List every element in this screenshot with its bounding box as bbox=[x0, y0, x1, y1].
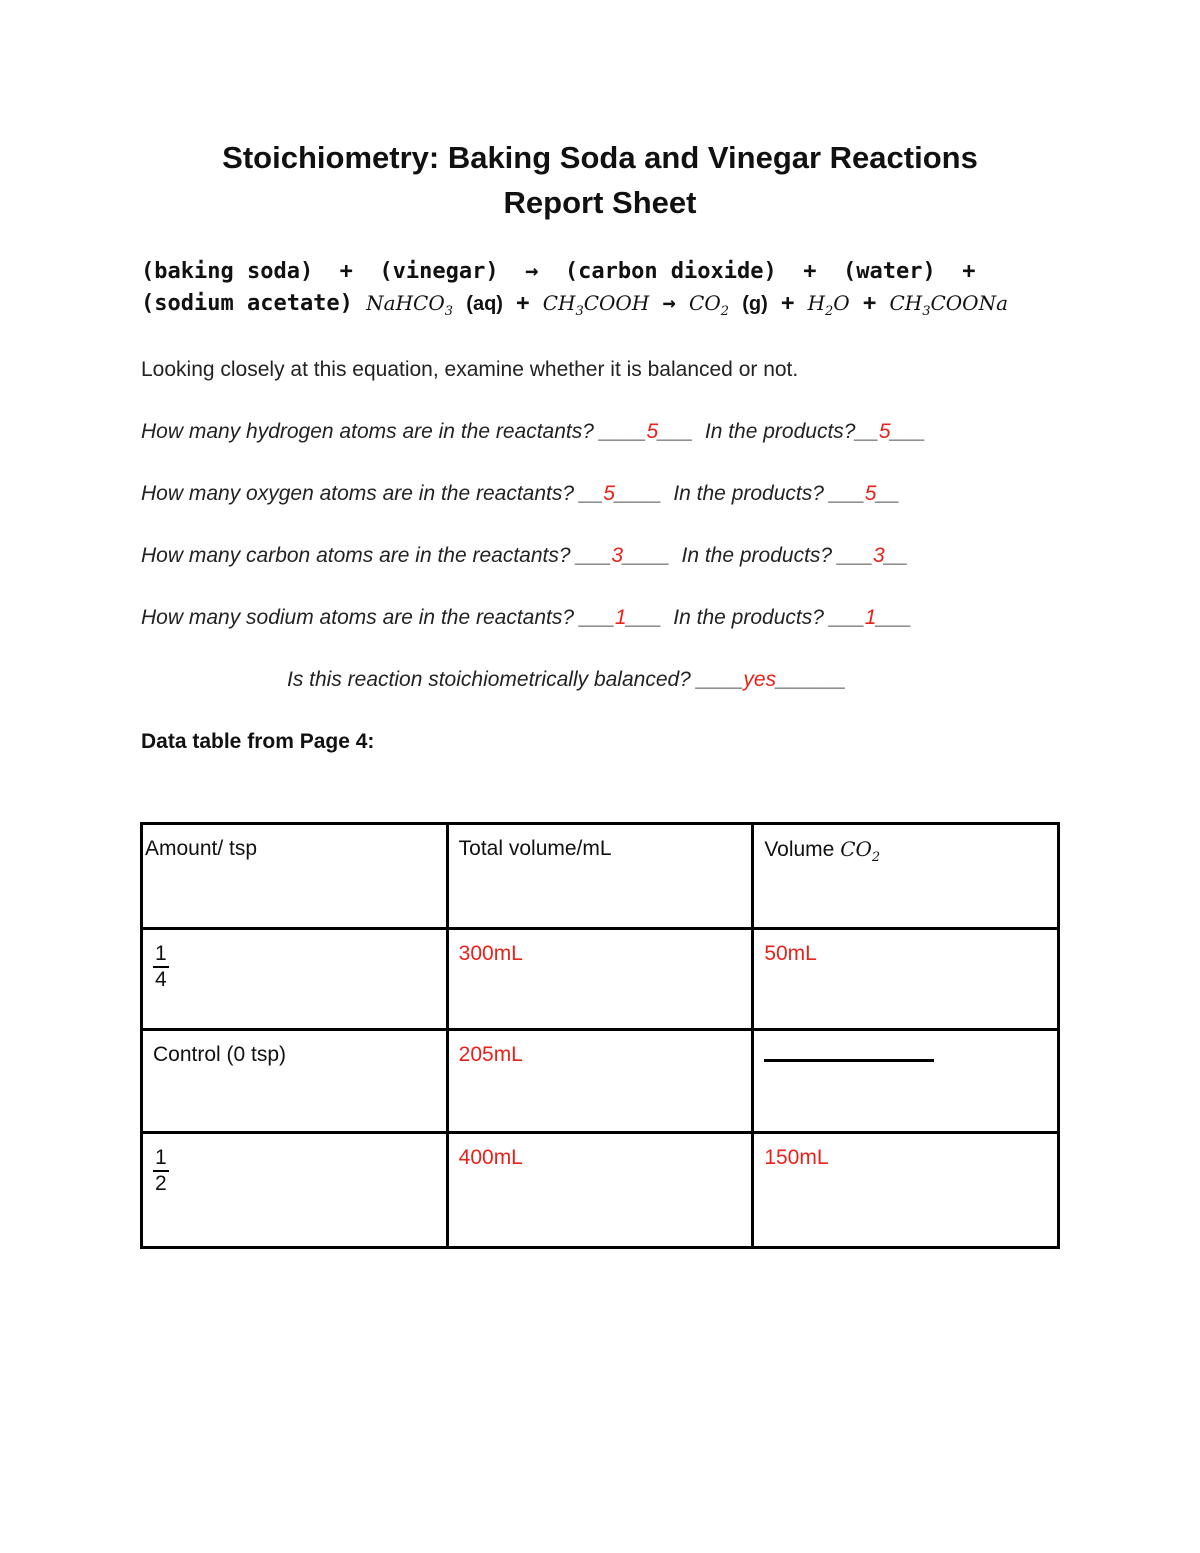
formula-part: COOH bbox=[583, 291, 650, 315]
word-equation-line2: (sodium acetate) bbox=[141, 291, 353, 316]
formula-part: H bbox=[807, 291, 826, 315]
word-equation-line1: (baking soda) + (vinegar) → (carbon dioxide) + (water) + bbox=[141, 259, 976, 284]
cell-amount bbox=[142, 1133, 448, 1248]
fraction bbox=[153, 1146, 169, 1196]
cell-total-volume[interactable]: 300mL bbox=[447, 929, 753, 1030]
table-header-row bbox=[142, 824, 1059, 929]
question-sodium bbox=[141, 606, 912, 630]
plus-sign: + bbox=[781, 291, 795, 316]
question-text: ___ In the products?__ bbox=[658, 420, 879, 443]
question-text: How many carbon atoms are in the reactants? ___ bbox=[141, 544, 612, 567]
question-text: ___ In the products? ___ bbox=[626, 606, 865, 629]
cell-total-volume[interactable]: 400mL bbox=[447, 1133, 753, 1248]
formula-h2o bbox=[807, 291, 850, 319]
question-hydrogen bbox=[141, 420, 926, 444]
cell-volume-co2[interactable]: 50mL bbox=[753, 929, 1059, 1030]
table-row bbox=[142, 1133, 1059, 1248]
blank-line: ___ bbox=[876, 606, 912, 629]
cell-amount bbox=[142, 929, 448, 1030]
arrow-sign: → bbox=[662, 291, 676, 316]
question-text: How many sodium atoms are in the reactants? ___ bbox=[141, 606, 615, 629]
answer-reactants[interactable]: 5 bbox=[603, 482, 615, 505]
header-amount: Amount/ tsp bbox=[142, 824, 448, 929]
blank-line: ___ bbox=[890, 420, 926, 443]
formula-part: CH bbox=[542, 291, 576, 315]
question-carbon bbox=[141, 544, 908, 568]
answer-balanced[interactable]: yes bbox=[743, 668, 777, 691]
cell-volume-co2 bbox=[753, 1030, 1059, 1133]
plus-sign: + bbox=[862, 291, 877, 316]
state-g: (g) bbox=[742, 293, 768, 315]
table-row bbox=[142, 929, 1059, 1030]
formula-ch3coona bbox=[889, 291, 1009, 319]
header-text: Volume bbox=[764, 838, 841, 861]
blank-line: __ bbox=[884, 544, 909, 567]
formula-subscript: 3 bbox=[444, 304, 454, 319]
formula-part: CH bbox=[889, 291, 923, 315]
formula-part: CO bbox=[689, 291, 721, 315]
state-aq: (aq) bbox=[466, 293, 503, 315]
question-oxygen bbox=[141, 482, 900, 506]
formula-subscript: 2 bbox=[720, 304, 730, 319]
fraction-denominator: 4 bbox=[155, 968, 167, 991]
formula-subscript: 3 bbox=[922, 304, 931, 319]
fraction-numerator: 1 bbox=[153, 1146, 169, 1172]
formula-part: O bbox=[833, 291, 850, 315]
question-text: ____ In the products? ___ bbox=[614, 482, 865, 505]
fraction-denominator: 2 bbox=[155, 1172, 167, 1195]
question-text: How many oxygen atoms are in the reactants? __ bbox=[141, 482, 604, 505]
answer-products[interactable]: 5 bbox=[864, 482, 877, 505]
formula-subscript: 2 bbox=[871, 850, 881, 865]
chemical-equation-line bbox=[141, 291, 1008, 319]
formula-nahco3 bbox=[366, 291, 454, 319]
formula-co2 bbox=[689, 291, 730, 319]
formula-co2 bbox=[840, 837, 881, 865]
page-subtitle: Report Sheet bbox=[503, 185, 697, 220]
question-balanced bbox=[287, 668, 846, 692]
answer-products[interactable]: 3 bbox=[872, 544, 885, 567]
answer-products[interactable]: 1 bbox=[864, 606, 877, 629]
plus-sign: + bbox=[516, 291, 530, 316]
data-table bbox=[140, 822, 1060, 1249]
formula-ch3cooh bbox=[542, 291, 650, 319]
answer-reactants[interactable]: 1 bbox=[614, 606, 627, 629]
answer-products[interactable]: 5 bbox=[878, 420, 891, 443]
cell-total-volume[interactable]: 205mL bbox=[447, 1030, 753, 1133]
cell-volume-co2[interactable]: 150mL bbox=[753, 1133, 1059, 1248]
formula-subscript: 3 bbox=[575, 304, 584, 319]
intro-text: Looking closely at this equation, examine whether it is balanced or not. bbox=[141, 358, 799, 381]
answer-reactants[interactable]: 5 bbox=[646, 420, 659, 443]
table-row bbox=[142, 1030, 1059, 1133]
header-total-volume: Total volume/mL bbox=[447, 824, 753, 929]
question-text: ____ In the products? ___ bbox=[623, 544, 873, 567]
fraction-numerator: 1 bbox=[153, 942, 169, 968]
page-title: Stoichiometry: Baking Soda and Vinegar Reactions bbox=[222, 140, 978, 175]
formula-part: CO bbox=[840, 837, 872, 861]
question-text: How many hydrogen atoms are in the reactants? ____ bbox=[141, 420, 647, 443]
blank-line: ______ bbox=[776, 668, 847, 691]
formula-subscript: 2 bbox=[825, 304, 834, 319]
blank-line: __ bbox=[876, 482, 900, 505]
answer-reactants[interactable]: 3 bbox=[611, 544, 624, 567]
header-volume-co2 bbox=[753, 824, 1059, 929]
cell-amount: Control (0 tsp) bbox=[142, 1030, 448, 1133]
formula-part: COONa bbox=[930, 291, 1009, 315]
data-table-label: Data table from Page 4: bbox=[141, 730, 375, 753]
formula-part: NaHCO bbox=[366, 291, 445, 315]
question-text: Is this reaction stoichiometrically balanced? ____ bbox=[287, 668, 744, 691]
fraction bbox=[153, 942, 169, 992]
blank-dash-line bbox=[764, 1043, 934, 1062]
